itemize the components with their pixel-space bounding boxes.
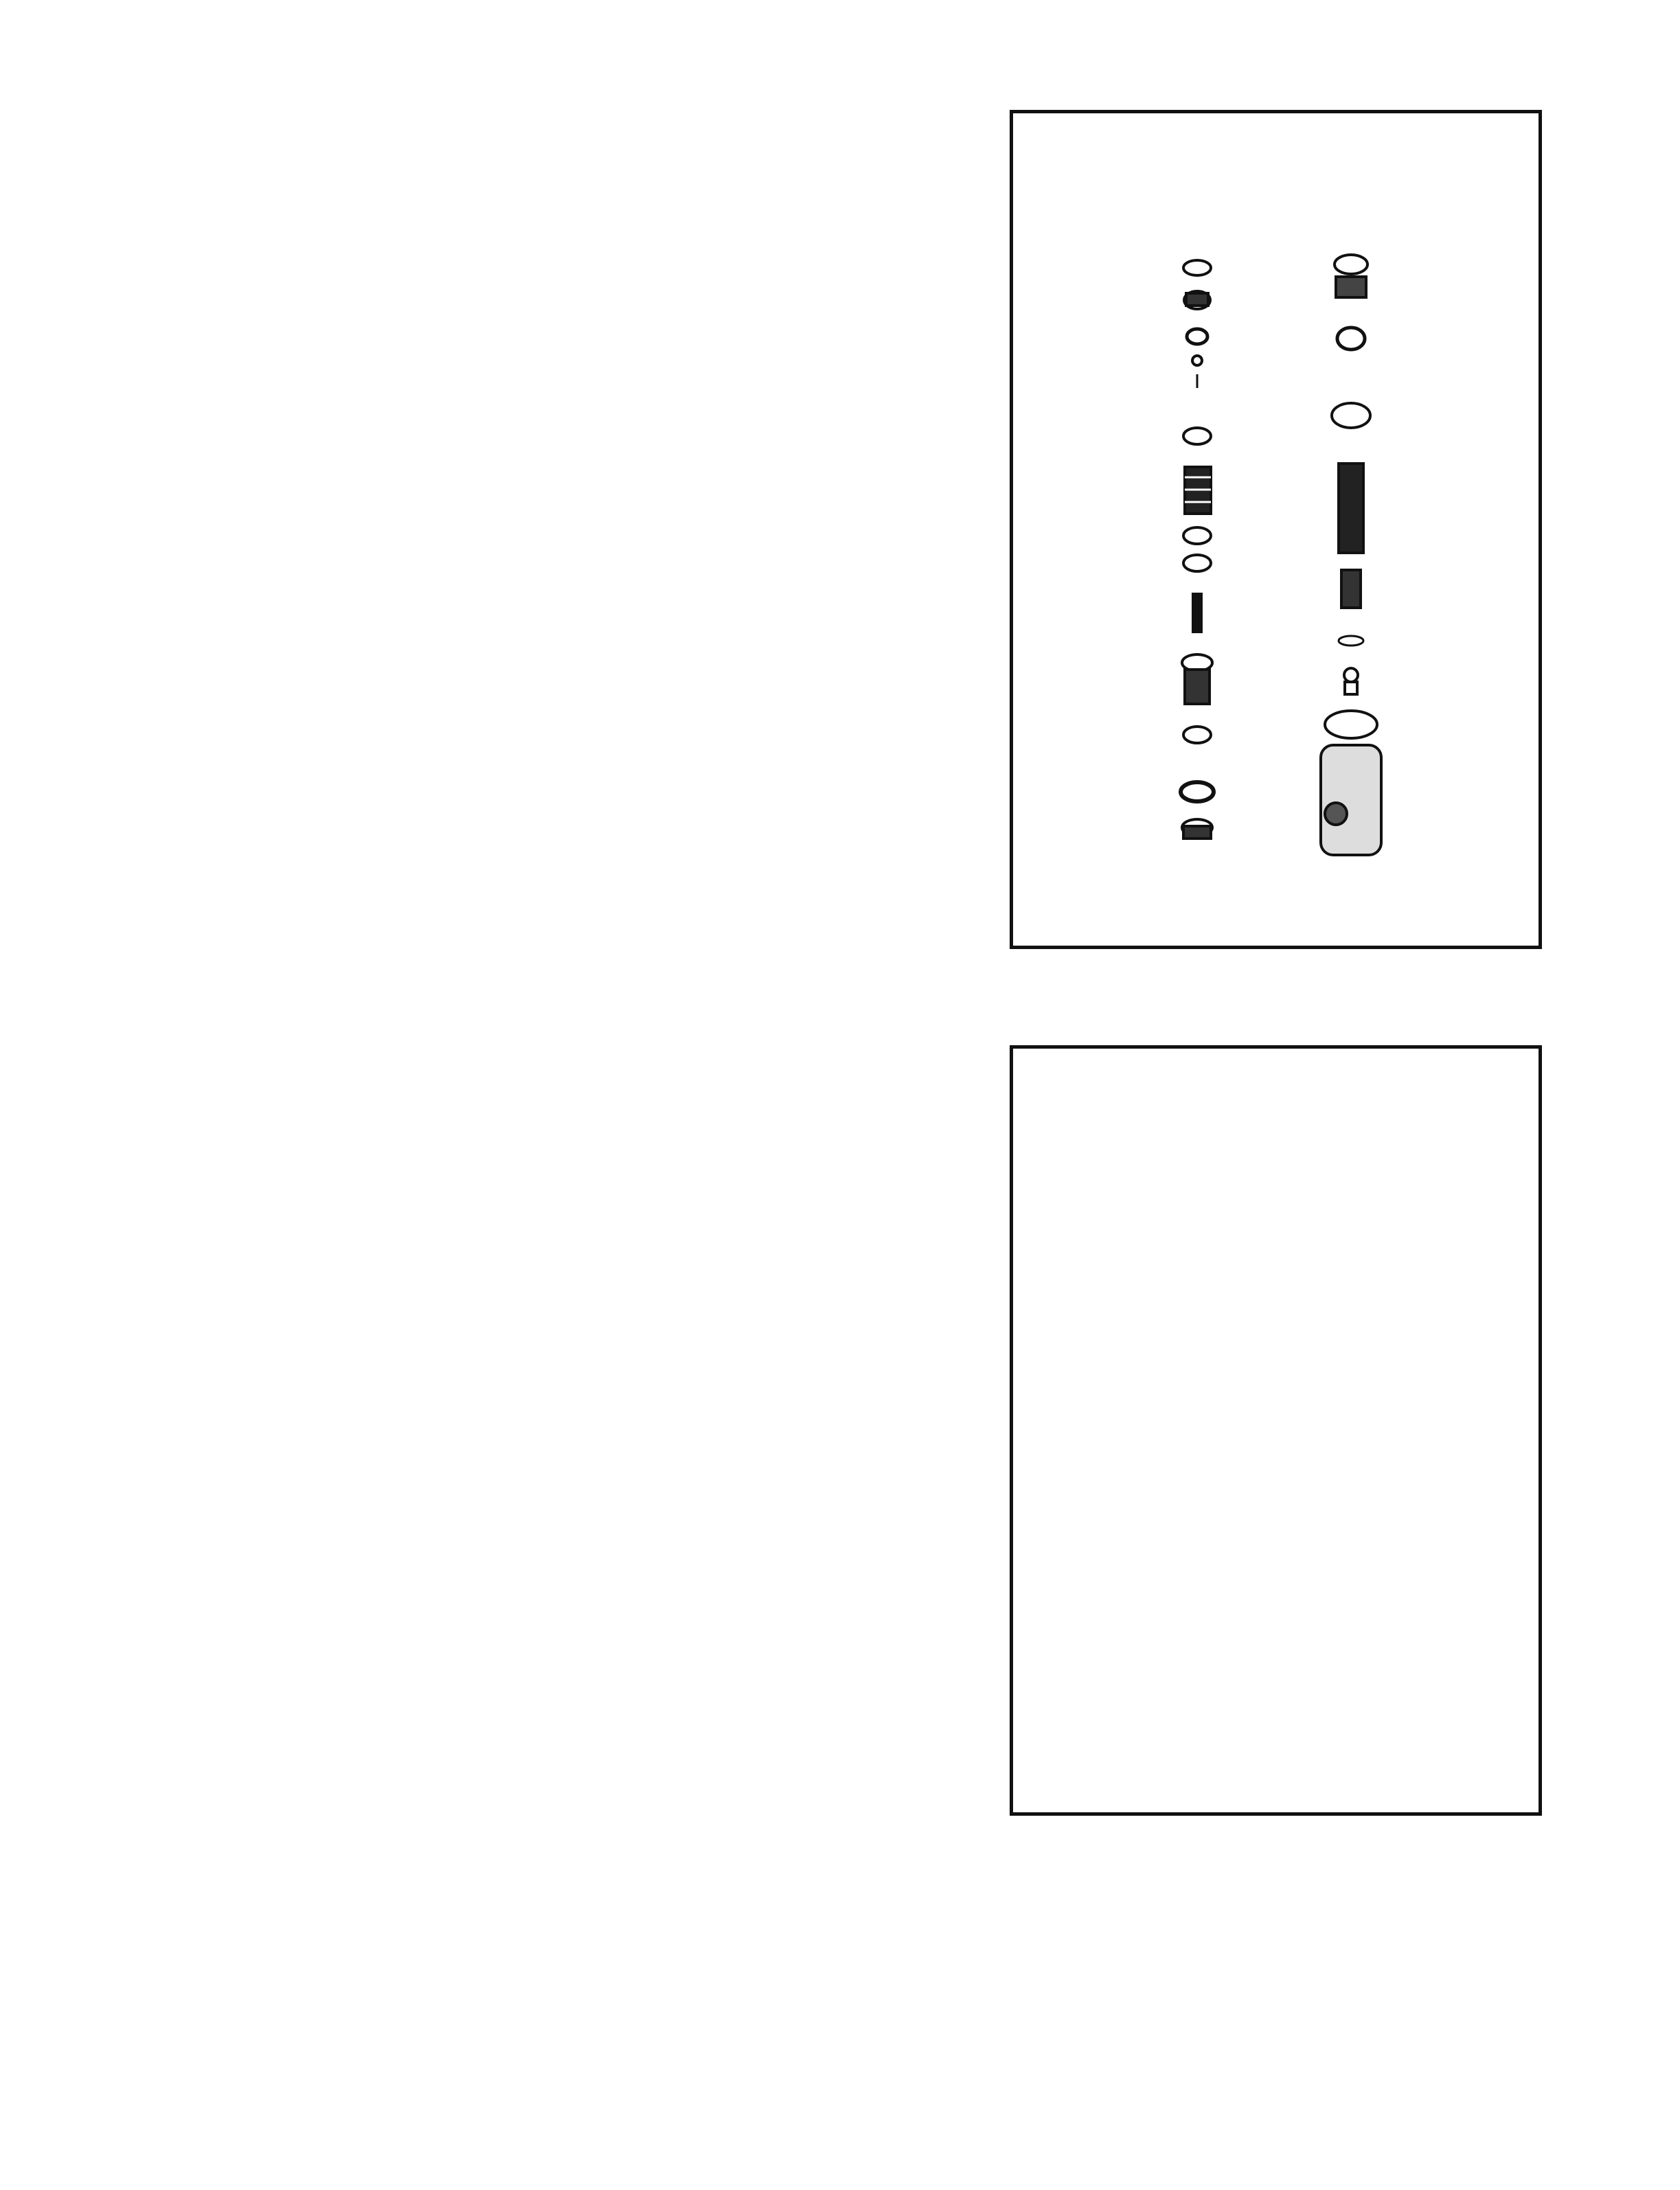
bearing-17-part bbox=[1332, 403, 1370, 428]
figure-box bbox=[1010, 110, 1542, 949]
spring-16-part bbox=[1339, 464, 1363, 553]
spool-9-part bbox=[1192, 356, 1202, 388]
piston-18-part bbox=[1337, 328, 1365, 350]
spacer-11-part bbox=[1184, 291, 1210, 309]
housing-12-part bbox=[1321, 711, 1381, 855]
oring-3-part bbox=[1183, 727, 1211, 743]
exploded-view-diagram bbox=[1013, 113, 1539, 946]
parts-list-box bbox=[1010, 1045, 1542, 1816]
spring-15-part bbox=[1341, 570, 1361, 608]
retainer-13-part bbox=[1344, 668, 1358, 694]
spring-5-part bbox=[1193, 594, 1201, 632]
oring-8-top bbox=[1183, 260, 1211, 275]
cup-10-part bbox=[1187, 329, 1207, 344]
nut-1-part bbox=[1182, 819, 1212, 839]
oring-6b-part bbox=[1183, 555, 1211, 571]
oring-6a-part bbox=[1183, 527, 1211, 544]
sleeve-7-part bbox=[1185, 467, 1211, 514]
assembly-section bbox=[560, 297, 999, 313]
boot-19-part bbox=[1335, 255, 1367, 297]
washer-2-part bbox=[1181, 782, 1214, 801]
disassembly-section bbox=[106, 297, 546, 313]
end-plug-4-part bbox=[1182, 654, 1212, 704]
oring-8-mid bbox=[1183, 428, 1211, 444]
shim-14-part bbox=[1339, 636, 1363, 646]
